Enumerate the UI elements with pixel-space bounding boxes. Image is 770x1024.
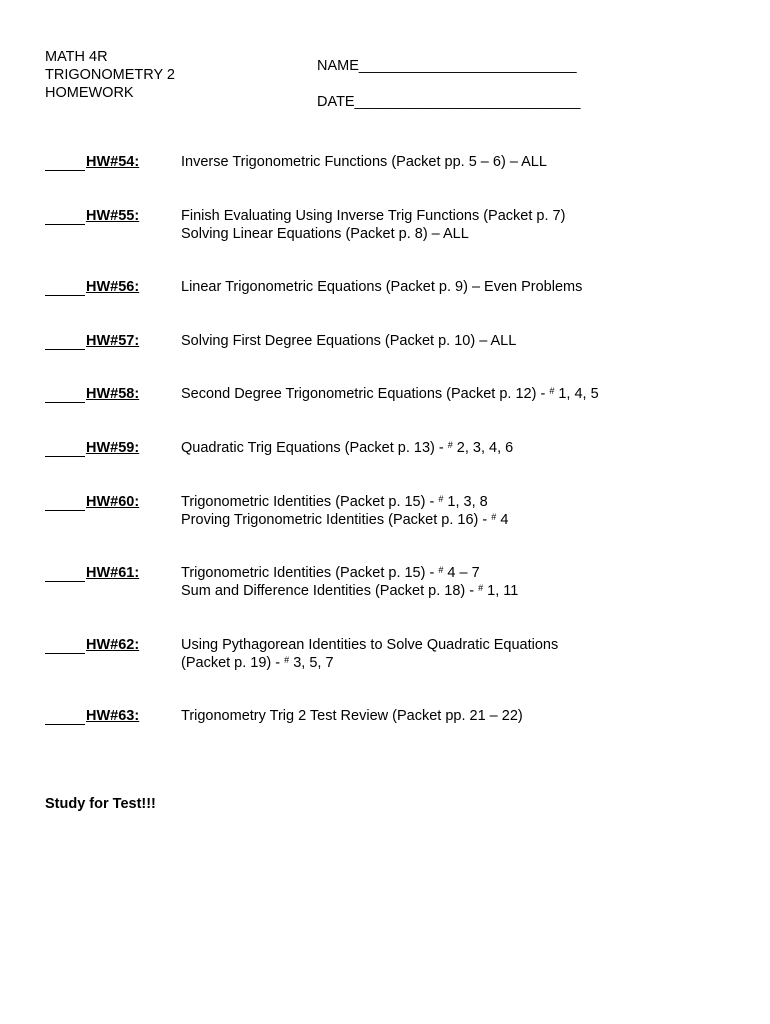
description-line	[181, 582, 518, 600]
assignment-label: HW#62:	[86, 637, 140, 653]
completion-blank	[45, 278, 85, 296]
problem-numbers: 4 – 7	[443, 565, 480, 581]
completion-blank	[45, 207, 85, 225]
problem-numbers: 2, 3, 4, 6	[452, 440, 514, 456]
description-text: Solving Linear Equations (Packet p. 8) – ALL	[181, 226, 469, 242]
problem-numbers: 1, 4, 5	[554, 386, 599, 402]
description-line	[181, 439, 513, 457]
completion-blank	[45, 332, 85, 350]
assignment-description	[181, 439, 513, 457]
unit-title: TRIGONOMETRY 2	[45, 67, 175, 83]
completion-blank	[45, 636, 85, 654]
description-text: Inverse Trigonometric Functions (Packet pp. 5 – 6) – ALL	[181, 154, 547, 170]
description-text: Proving Trigonometric Identities (Packet p. 16) -	[181, 512, 492, 528]
completion-blank	[45, 385, 85, 403]
description-line	[181, 511, 508, 529]
assignment-label: HW#54:	[86, 154, 140, 170]
number-sign: #	[438, 565, 444, 575]
assignment-description	[181, 564, 518, 600]
assignment-label: HW#61:	[86, 565, 140, 581]
assignment-label: HW#57:	[86, 333, 140, 349]
assignment-label: HW#63:	[86, 708, 140, 724]
description-text: Second Degree Trigonometric Equations (Packet p. 12) -	[181, 386, 550, 402]
description-line	[181, 225, 565, 243]
description-line	[181, 564, 518, 582]
description-text: Linear Trigonometric Equations (Packet p. 9) – Even Problems	[181, 279, 583, 295]
document-type: HOMEWORK	[45, 85, 134, 101]
assignment-label: HW#55:	[86, 208, 140, 224]
assignment-description	[181, 153, 547, 171]
course-header	[45, 48, 175, 102]
description-line	[181, 207, 565, 225]
number-sign: #	[549, 386, 555, 396]
description-line	[181, 332, 516, 350]
problem-numbers: 3, 5, 7	[289, 655, 334, 671]
completion-blank	[45, 493, 85, 511]
description-line	[181, 636, 558, 654]
description-text: (Packet p. 19) -	[181, 655, 285, 671]
number-sign: #	[284, 655, 290, 665]
completion-blank	[45, 439, 85, 457]
study-note: Study for Test!!!	[45, 796, 156, 812]
description-text: Sum and Difference Identities (Packet p. 18) -	[181, 583, 479, 599]
completion-blank	[45, 564, 85, 582]
description-text: Solving First Degree Equations (Packet p. 10) – ALL	[181, 333, 517, 349]
problem-numbers: 4	[496, 512, 509, 528]
assignment-description	[181, 385, 599, 403]
description-line	[181, 493, 508, 511]
description-line	[181, 707, 523, 725]
assignment-description	[181, 636, 558, 672]
problem-numbers: 1, 11	[483, 583, 519, 599]
assignment-label: HW#56:	[86, 279, 140, 295]
course-title: MATH 4R	[45, 49, 108, 65]
assignment-label: HW#60:	[86, 494, 140, 510]
problem-numbers: 1, 3, 8	[443, 494, 488, 510]
description-text: Trigonometric Identities (Packet p. 15) -	[181, 494, 439, 510]
assignment-description	[181, 278, 582, 296]
description-text: Trigonometric Identities (Packet p. 15) -	[181, 565, 439, 581]
number-sign: #	[438, 494, 444, 504]
description-text: Finish Evaluating Using Inverse Trig Functions (Packet p. 7)	[181, 208, 566, 224]
assignment-description	[181, 707, 523, 725]
description-text: Trigonometry Trig 2 Test Review (Packet pp. 21 – 22)	[181, 708, 523, 724]
description-line	[181, 153, 547, 171]
assignment-label: HW#59:	[86, 440, 140, 456]
number-sign: #	[478, 583, 484, 593]
number-sign: #	[491, 512, 497, 522]
completion-blank	[45, 707, 85, 725]
assignment-description	[181, 332, 516, 350]
description-text: Using Pythagorean Identities to Solve Quadratic Equations	[181, 637, 559, 653]
assignment-label: HW#58:	[86, 386, 140, 402]
description-text: Quadratic Trig Equations (Packet p. 13) -	[181, 440, 448, 456]
number-sign: #	[447, 440, 453, 450]
assignment-description	[181, 493, 508, 529]
student-info	[317, 48, 580, 120]
date-line: DATE____________________________	[317, 94, 581, 110]
name-line: NAME___________________________	[317, 58, 577, 74]
completion-blank	[45, 153, 85, 171]
description-line	[181, 385, 599, 403]
assignment-description	[181, 207, 565, 243]
description-line	[181, 278, 582, 296]
description-line	[181, 654, 558, 672]
